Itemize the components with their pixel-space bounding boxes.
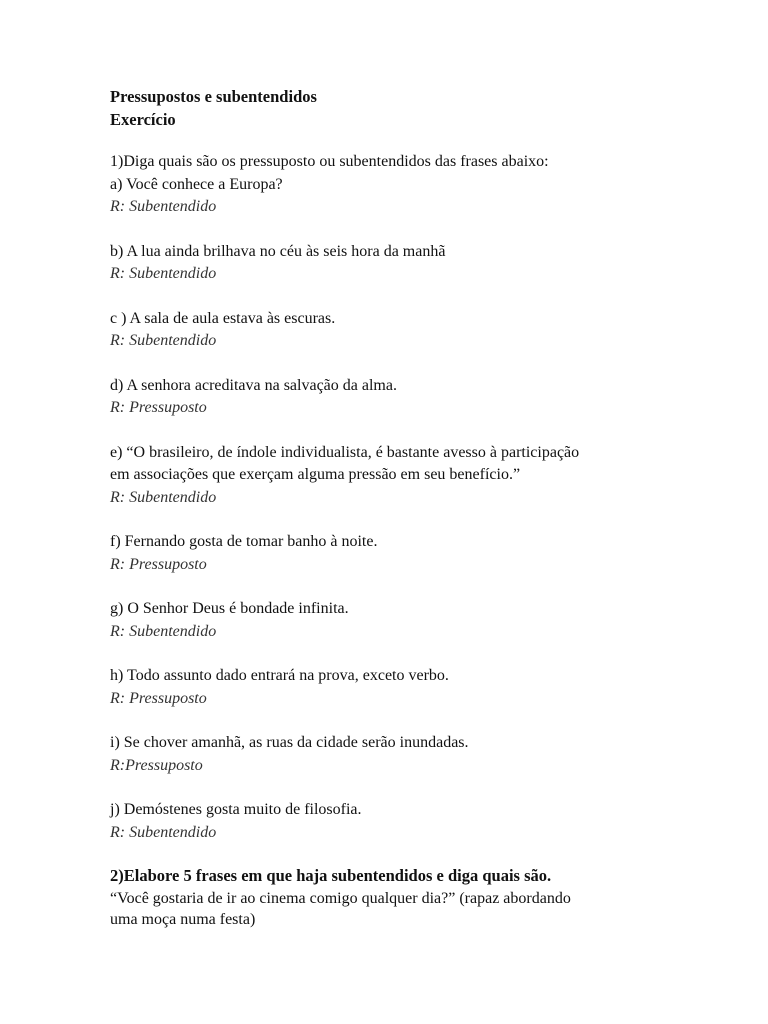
- question-text-line1: e) “O brasileiro, de índole individualista, é bastante avesso à participação: [110, 443, 580, 461]
- answer-text: R: Subentendido: [110, 332, 217, 349]
- question-text: a) Você conhece a Europa?: [110, 175, 283, 193]
- answer-text: R: Pressuposto: [110, 555, 207, 573]
- section2-example-line1: “Você gostaria de ir ao cinema comigo qualquer dia?” (rapaz abordando: [110, 890, 571, 907]
- question-text: h) Todo assunto dado entrará na prova, exceto verbo.: [110, 667, 449, 684]
- answer-text: R: Subentendido: [110, 622, 217, 640]
- answer-text: R:Pressuposto: [110, 756, 203, 774]
- answer-text: R: Subentendido: [110, 823, 217, 841]
- exercise-item-j: [110, 799, 670, 844]
- answer-text: R: Pressuposto: [110, 399, 207, 416]
- document-title: Pressupostos e subentendidos: [110, 87, 317, 106]
- question-text-line2: em associações que exerçam alguma pressão em seu benefício.”: [110, 466, 521, 483]
- exercise-item-h: [110, 665, 670, 710]
- answer-text: R: Subentendido: [110, 488, 217, 506]
- section2-prompt: 2)Elabore 5 frases em que haja subentendidos e diga quais são.: [110, 866, 552, 885]
- question-text: j) Demóstenes gosta muito de filosofia.: [110, 801, 362, 818]
- question-text: i) Se chover amanhã, as ruas da cidade serão inundadas.: [110, 734, 469, 751]
- exercise-item-c: [110, 308, 670, 353]
- section2-example-line2: uma moça numa festa): [110, 911, 256, 928]
- section1-prompt: 1)Diga quais são os pressuposto ou subentendidos das frases abaixo:: [110, 153, 549, 170]
- answer-text: R: Pressuposto: [110, 689, 207, 707]
- exercise-item-a: [110, 174, 670, 219]
- document-subtitle: Exercício: [110, 109, 176, 129]
- question-text: f) Fernando gosta de tomar banho à noite.: [110, 533, 378, 550]
- exercise-item-i: [110, 732, 670, 777]
- question-text: b) A lua ainda brilhava no céu às seis hora da manhã: [110, 242, 446, 260]
- answer-text: R: Subentendido: [110, 265, 217, 282]
- exercise-item-f: [110, 531, 670, 576]
- answer-text: R: Subentendido: [110, 198, 217, 215]
- exercise-item-b: [110, 241, 670, 286]
- document-page: [110, 86, 670, 930]
- exercise-item-e: [110, 442, 670, 510]
- exercise-item-d: [110, 375, 670, 420]
- exercise-item-g: [110, 598, 670, 643]
- question-text: g) O Senhor Deus é bondade infinita.: [110, 600, 349, 617]
- question-text: c ) A sala de aula estava às escuras.: [110, 309, 336, 327]
- question-text: d) A senhora acreditava na salvação da alma.: [110, 376, 397, 394]
